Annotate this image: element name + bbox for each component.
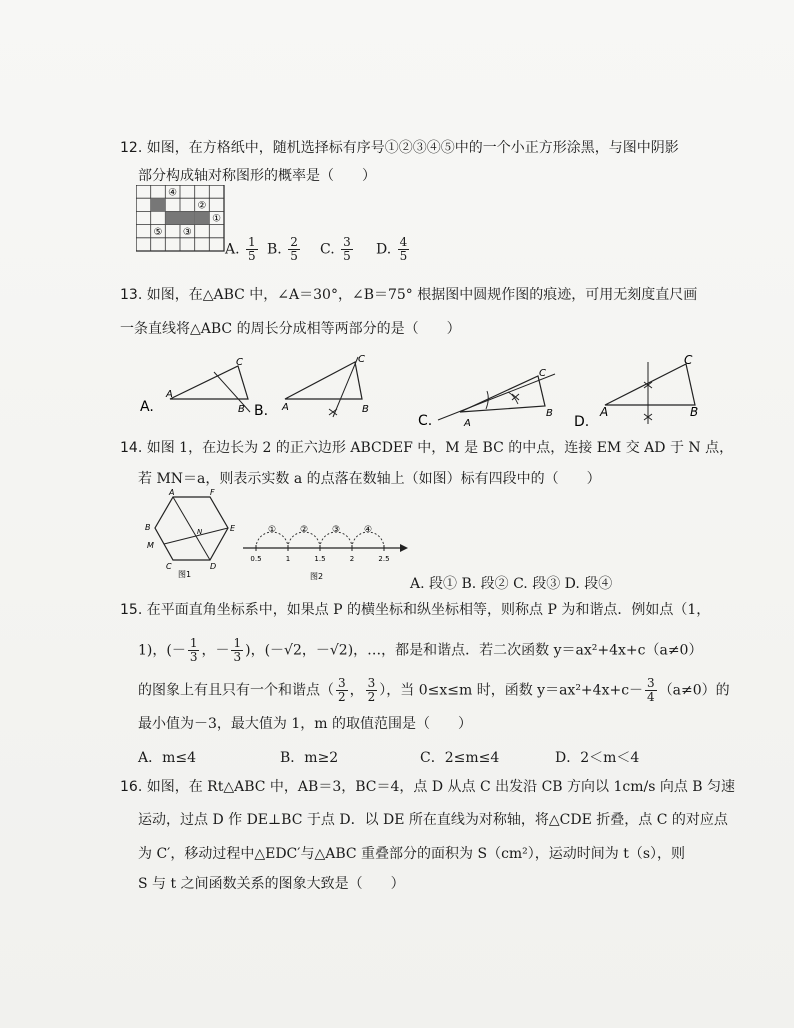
tick-label: 2.5 xyxy=(378,555,390,563)
q12-line1 xyxy=(120,137,679,159)
option-letter: B. xyxy=(267,241,282,258)
vertex-label: A xyxy=(464,418,471,429)
shaded-cell xyxy=(151,198,166,211)
tick-label: 1 xyxy=(285,555,291,563)
numerator: 1 xyxy=(248,235,256,249)
q16-line3: 为 C′，移动过程中△EDC′与△ABC 重叠部分的面积为 S（cm²），运动时间为 t（s），则 xyxy=(138,846,686,862)
vertex-label: C xyxy=(236,357,243,368)
q15-line3: 的图象上有且只有一个和谐点（ $\frac{3}{2}$ ， $\frac{3}{2}$ ），当 0≤x≤m 时，函数 y＝ax²+4x+c－ $\frac{3}{4}$ （a≠0）的 xyxy=(138,676,730,704)
q13-text1: 如图，在△ABC 中，∠A＝30°，∠B＝75° 根据图中圆规作图的痕迹，可用无刻度直尺画 xyxy=(146,287,698,303)
q15-option-a: A．m≤4 xyxy=(138,750,197,766)
fraction xyxy=(336,677,348,704)
segment-label: ④ xyxy=(363,525,373,535)
q14-text1: 如图 1，在边长为 2 的正六边形 ABCDEF 中，M 是 BC 的中点，连接 EM 交 AD 于 N 点， xyxy=(146,440,734,456)
option-letter: A. xyxy=(140,399,154,415)
fraction xyxy=(231,637,243,664)
numerator: 3 xyxy=(647,676,655,690)
q15-line1 xyxy=(120,599,710,621)
q15-text1: 在平面直角坐标系中，如果点 P 的横坐标和纵坐标相等，则称点 P 为和谐点．例如点（1， xyxy=(146,602,711,618)
vertex-label: C xyxy=(166,562,172,571)
q15-line4: 最小值为－3，最大值为 1，m 的取值范围是（ ） xyxy=(138,716,472,732)
q15-number: 15. xyxy=(120,602,143,618)
q15-option-b: B．m≥2 xyxy=(280,750,339,766)
q14-number-line xyxy=(238,515,413,583)
q12-option-b xyxy=(267,236,302,263)
vertex-label: N xyxy=(197,528,203,536)
vertex-label: C xyxy=(684,353,693,367)
q16-number: 16. xyxy=(120,779,143,795)
q12-grid-figure xyxy=(136,185,226,253)
q14-number: 14. xyxy=(120,440,143,456)
vertex-label: A xyxy=(282,402,289,413)
grid-label: ① xyxy=(212,213,222,225)
numerator: 1 xyxy=(189,636,198,650)
grid-label: ② xyxy=(197,200,207,212)
denominator: 3 xyxy=(233,650,242,664)
figure-caption: 图2 xyxy=(310,572,324,581)
vertex-label: F xyxy=(210,488,215,497)
tick-label: 1.5 xyxy=(314,555,326,563)
vertex-label: B xyxy=(690,405,699,419)
segment-label: ③ xyxy=(331,525,341,535)
vertex-label: B xyxy=(145,523,151,532)
q16-line4: S 与 t 之间函数关系的图象大致是（ ） xyxy=(138,876,405,892)
fraction xyxy=(246,236,258,263)
vertex-label: C xyxy=(358,354,365,365)
denominator: 5 xyxy=(290,249,298,263)
shaded-cell xyxy=(195,211,210,224)
tick-label: 2 xyxy=(349,555,355,563)
denominator: 5 xyxy=(248,249,256,263)
q12-number: 12. xyxy=(120,140,143,156)
q15-text3c: （a≠0）的 xyxy=(658,682,730,699)
numerator: 2 xyxy=(290,235,298,249)
fraction xyxy=(398,236,410,263)
tick-label: 0.5 xyxy=(250,555,262,563)
option-letter: C. xyxy=(320,241,335,258)
vertex-label: A xyxy=(600,405,609,419)
q13-number: 13. xyxy=(120,287,143,303)
q12-option-a xyxy=(225,236,260,263)
numerator: 4 xyxy=(399,235,408,249)
q15-text2b: ，－ xyxy=(201,642,230,659)
fraction xyxy=(341,236,353,263)
vertex-label: E xyxy=(230,524,236,533)
option-letter: D. xyxy=(574,414,590,430)
fraction xyxy=(645,677,657,704)
fraction xyxy=(288,236,300,263)
segment-label: ① xyxy=(267,525,277,535)
segment-label: ② xyxy=(299,525,309,535)
q14-line2: 若 MN＝a，则表示实数 a 的点落在数轴上（如图）标有四段中的（ ） xyxy=(138,471,601,487)
vertex-label: A xyxy=(169,488,175,497)
vertex-label: B xyxy=(362,404,369,415)
vertex-label: D xyxy=(210,562,217,571)
denominator: 4 xyxy=(647,690,655,704)
q16-text1: 如图，在 Rt△ABC 中，AB＝3，BC＝4，点 D 从点 C 出发沿 CB 方向以 1cm/s 向点 B 匀速 xyxy=(146,779,736,795)
denominator: 5 xyxy=(399,249,408,263)
q13-line2: 一条直线将△ABC 的周长分成相等两部分的是（ ） xyxy=(120,321,461,337)
option-letter: C. xyxy=(418,413,433,429)
grid-label: ③ xyxy=(182,227,192,238)
denominator: 2 xyxy=(367,690,376,704)
fraction xyxy=(188,637,200,664)
fraction xyxy=(366,677,378,704)
q15-option-d: D．2＜m＜4 xyxy=(555,750,640,766)
q14-line1 xyxy=(120,437,733,459)
q13-figures xyxy=(130,352,720,430)
vertex-label: M xyxy=(147,541,154,550)
q13-line1 xyxy=(120,284,697,306)
shaded-cell xyxy=(165,211,180,224)
denominator: 5 xyxy=(343,249,351,263)
q12-text1: 如图，在方格纸中，随机选择标有序号①②③④⑤中的一个小正方形涂黑，与图中阴影 xyxy=(146,140,679,156)
numerator: 3 xyxy=(367,676,376,690)
option-letter: D. xyxy=(376,241,392,258)
grid-label: ④ xyxy=(168,187,178,199)
numerator: 3 xyxy=(343,235,351,249)
vertex-label: B xyxy=(238,404,245,415)
denominator: 2 xyxy=(338,690,346,704)
q15-option-c: C．2≤m≤4 xyxy=(420,750,500,766)
numerator: 1 xyxy=(233,636,242,650)
q15-text3a: 的图象上有且只有一个和谐点（ xyxy=(138,682,334,699)
q16-line1 xyxy=(120,776,735,798)
q15-text2c: )，(－√2，－√2)，…，都是和谐点．若二次函数 y＝ax²+4x+c（a≠0） xyxy=(245,642,703,659)
shaded-cell xyxy=(180,211,195,224)
grid-label: ⑤ xyxy=(153,227,163,238)
option-letter: A. xyxy=(225,241,240,258)
q12-option-c xyxy=(320,236,355,263)
figure-caption: 图1 xyxy=(178,570,192,579)
q12-option-d xyxy=(376,236,411,263)
q15-text3b: ），当 0≤x≤m 时，函数 y＝ax²+4x+c－ xyxy=(379,682,644,699)
q12-line2: 部分构成轴对称图形的概率是（ ） xyxy=(138,168,376,184)
vertex-label: B xyxy=(546,408,553,419)
numerator: 3 xyxy=(338,676,346,690)
q15-line2 xyxy=(138,637,702,664)
q15-text2a: 1)，(－ xyxy=(138,642,186,659)
vertex-label: C xyxy=(539,368,546,379)
denominator: 3 xyxy=(189,650,198,664)
option-letter: B. xyxy=(254,403,269,419)
q16-line2: 运动，过点 D 作 DE⊥BC 于点 D．以 DE 所在直线为对称轴，将△CDE 折叠，点 C 的对应点 xyxy=(138,812,728,828)
vertex-label: A xyxy=(166,389,173,400)
q14-options: A. 段① B. 段② C. 段③ D. 段④ xyxy=(410,576,613,592)
